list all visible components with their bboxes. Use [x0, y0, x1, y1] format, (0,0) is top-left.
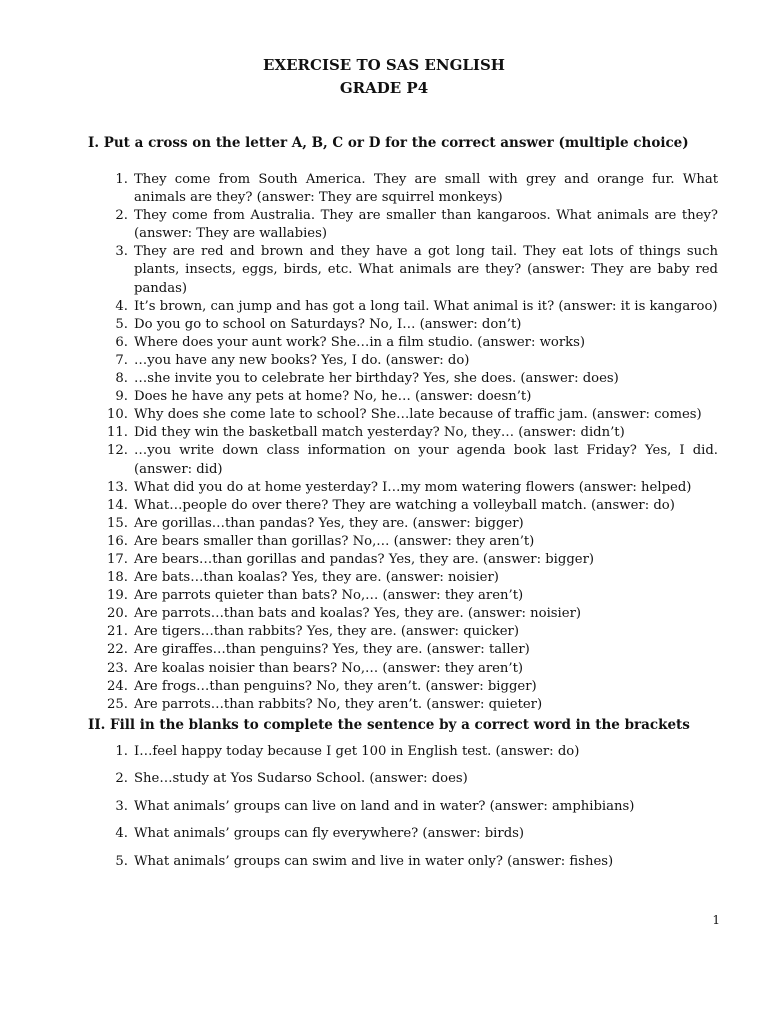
item-number: 14.	[107, 497, 128, 513]
item-text: Are parrots…than rabbits? No, they aren’t. (answer: quieter)	[134, 696, 543, 712]
item-text: They come from South America. They are small with grey and orange fur. What animals are they? (answer: They are squirrel monkeys)	[134, 172, 718, 206]
item-number: 15.	[107, 515, 128, 531]
list-item	[100, 825, 718, 843]
list-item	[100, 587, 718, 605]
list-item	[100, 551, 718, 569]
list-item	[100, 497, 718, 515]
item-text: They come from Australia. They are smaller than kangaroos. What animals are they? (answer: They are wallabies)	[134, 208, 718, 242]
list-item	[100, 678, 718, 696]
item-text: What did you do at home yesterday? I…my mom watering flowers (answer: helped)	[134, 479, 692, 495]
section-1-question-list	[100, 171, 718, 714]
item-number: 9.	[115, 389, 128, 405]
list-item	[100, 569, 718, 587]
item-number: 16.	[107, 533, 128, 549]
item-text: She…study at Yos Sudarso School. (answer: does)	[134, 771, 468, 787]
list-item	[100, 623, 718, 641]
item-text: Does he have any pets at home? No, he… (answer: doesn’t)	[134, 389, 532, 405]
section-2-heading: II. Fill in the blanks to complete the sentence by a correct word in the brackets	[88, 717, 690, 733]
item-number: 22.	[107, 642, 128, 658]
item-text: Are frogs…than penguins? No, they aren’t. (answer: bigger)	[134, 678, 537, 694]
list-item	[100, 479, 718, 497]
item-number: 17.	[107, 551, 128, 567]
item-text: They are red and brown and they have a got long tail. They eat lots of things such plants, insects, eggs, birds, etc. What animals are they? (answer: They are baby red pandas)	[134, 244, 718, 296]
item-text: Are koalas noisier than bears? No,… (answer: they aren’t)	[134, 660, 524, 676]
item-text: Are gorillas…than pandas? Yes, they are. (answer: bigger)	[134, 515, 524, 531]
item-text: Are giraffes…than penguins? Yes, they are. (answer: taller)	[134, 642, 530, 658]
item-number: 3.	[115, 798, 128, 814]
item-number: 18.	[107, 570, 128, 586]
item-number: 1.	[115, 172, 128, 187]
item-number: 2.	[115, 771, 128, 787]
list-item	[100, 370, 718, 388]
list-item	[100, 316, 718, 334]
list-item	[100, 442, 718, 478]
list-item	[100, 298, 718, 316]
list-item	[100, 533, 718, 551]
item-text: It’s brown, can jump and has got a long tail. What animal is it? (answer: it is kangaroo)	[134, 298, 718, 314]
item-text: Where does your aunt work? She…in a film studio. (answer: works)	[134, 334, 586, 350]
item-number: 2.	[115, 208, 128, 224]
item-text: Are tigers…than rabbits? Yes, they are. (answer: quicker)	[134, 624, 519, 640]
item-number: 11.	[107, 425, 128, 441]
item-text: Are parrots…than bats and koalas? Yes, they are. (answer: noisier)	[134, 606, 582, 622]
list-item	[100, 743, 718, 761]
item-number: 19.	[107, 588, 128, 604]
item-number: 4.	[115, 298, 128, 314]
item-number: 10.	[107, 407, 128, 423]
list-item	[100, 334, 718, 352]
list-item	[100, 171, 718, 207]
item-number: 12.	[107, 443, 128, 459]
list-item	[100, 243, 718, 297]
item-number: 1.	[115, 744, 128, 759]
item-number: 25.	[107, 696, 128, 712]
item-text: What animals’ groups can swim and live in water only? (answer: fishes)	[134, 853, 614, 869]
item-text: Are parrots quieter than bats? No,… (answer: they aren’t)	[134, 588, 524, 604]
item-number: 6.	[115, 334, 128, 350]
item-number: 3.	[115, 244, 128, 260]
list-item	[100, 207, 718, 243]
item-text: What…people do over there? They are watching a volleyball match. (answer: do)	[134, 497, 675, 513]
list-item	[100, 424, 718, 442]
item-number: 7.	[115, 352, 128, 368]
list-item	[100, 696, 718, 714]
item-text: Are bears smaller than gorillas? No,… (answer: they aren’t)	[134, 533, 535, 549]
section-2-question-list	[100, 743, 718, 880]
item-text: What animals’ groups can live on land and in water? (answer: amphibians)	[134, 798, 635, 814]
page-number: 1	[712, 913, 720, 927]
item-number: 20.	[107, 606, 128, 622]
item-number: 13.	[107, 479, 128, 495]
list-item	[100, 352, 718, 370]
document-subtitle: GRADE P4	[339, 79, 429, 97]
list-item	[100, 406, 718, 424]
item-text: Do you go to school on Saturdays? No, I… (answer: don’t)	[134, 316, 522, 332]
list-item	[100, 641, 718, 659]
item-text: …you have any new books? Yes, I do. (answer: do)	[134, 352, 470, 368]
list-item	[100, 798, 718, 816]
section-1-heading: I. Put a cross on the letter A, B, C or D for the correct answer (multiple choice)	[88, 135, 689, 151]
list-item	[100, 770, 718, 788]
item-number: 5.	[115, 853, 128, 869]
item-number: 23.	[107, 660, 128, 676]
list-item	[100, 853, 718, 871]
item-number: 5.	[115, 316, 128, 332]
item-text: Why does she come late to school? She…late because of traffic jam. (answer: comes)	[134, 407, 702, 423]
item-text: I…feel happy today because I get 100 in English test. (answer: do)	[134, 744, 580, 759]
item-number: 21.	[107, 624, 128, 640]
item-text: …you write down class information on your agenda book last Friday? Yes, I did. (answer: did)	[134, 443, 718, 477]
list-item	[100, 515, 718, 533]
item-text: Are bats…than koalas? Yes, they are. (answer: noisier)	[134, 570, 499, 586]
document-title: EXERCISE TO SAS ENGLISH	[263, 56, 505, 74]
item-text: What animals’ groups can fly everywhere? (answer: birds)	[134, 826, 525, 842]
item-number: 24.	[107, 678, 128, 694]
list-item	[100, 660, 718, 678]
list-item	[100, 388, 718, 406]
item-number: 8.	[115, 371, 128, 387]
item-text: Did they win the basketball match yesterday? No, they… (answer: didn’t)	[134, 425, 625, 441]
item-text: Are bears…than gorillas and pandas? Yes, they are. (answer: bigger)	[134, 551, 595, 567]
list-item	[100, 605, 718, 623]
item-number: 4.	[115, 826, 128, 842]
item-text: …she invite you to celebrate her birthday? Yes, she does. (answer: does)	[134, 371, 619, 387]
